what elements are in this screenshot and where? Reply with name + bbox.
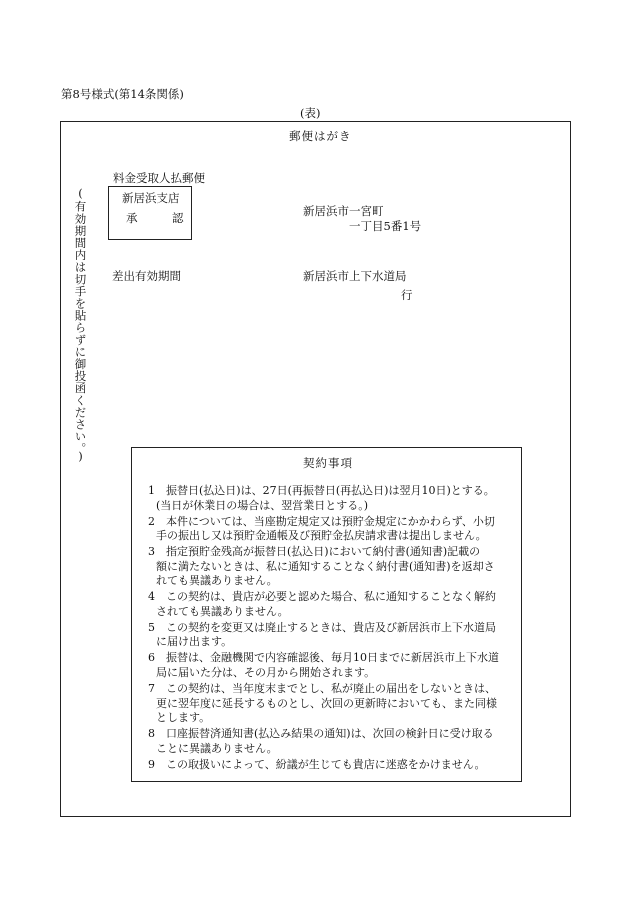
contract-item-line <box>148 515 520 530</box>
contract-item-number: 4 <box>148 590 155 604</box>
validity-period-label: 差出有効期間 <box>112 269 181 283</box>
approval-char-2: 認 <box>172 211 184 225</box>
front-side-label: (表) <box>300 106 321 120</box>
contract-item <box>148 590 520 619</box>
contract-item-line: れても異議ありません。 <box>156 574 278 588</box>
contract-item-text: 本件については、当座勘定規定又は預貯金規定にかかわらず、小切 <box>166 514 495 528</box>
business-reply-label: 料金受取人払郵便 <box>113 171 205 185</box>
contract-item-line <box>148 758 520 773</box>
contract-item-text: この契約は、貴店が必要と認めた場合、私に通知することなく解約 <box>166 590 496 604</box>
contract-item-line <box>148 651 520 666</box>
contract-item <box>148 515 520 544</box>
contract-item-text: 指定預貯金残高が振替日(払込日)において納付書(通知書)記載の <box>166 545 481 559</box>
contract-item-text: この取扱いによって、紛議が生じても貴店に迷惑をかけません。 <box>166 757 486 771</box>
contract-item-line: (当日が休業日の場合は、翌営業日とする。) <box>156 498 369 512</box>
address-line-1: 新居浜市一宮町 <box>303 204 384 218</box>
contract-item-number: 8 <box>148 727 155 741</box>
stamp-notice-vertical: (有効期間内は切手を貼らずに御投函ください。) <box>73 186 88 464</box>
contract-item-line: 手の振出し又は預貯金通帳及び預貯金払戻請求書は提出しません。 <box>156 529 487 543</box>
form-number-label: 第8号様式(第14条関係) <box>61 87 184 101</box>
contract-terms-list <box>148 484 520 774</box>
contract-item-line <box>148 621 520 636</box>
contract-item <box>148 727 520 756</box>
contract-item-number: 2 <box>148 514 155 528</box>
address-line-2: 一丁目5番1号 <box>349 219 422 233</box>
contract-item-line <box>148 682 520 697</box>
contract-item-text: この契約を変更又は廃止するときは、貴店及び新居浜市上下水道局 <box>166 620 496 634</box>
contract-terms-title: 契約事項 <box>303 456 353 470</box>
contract-item-text: 振替日(払込日)は、27日(再振替日(再払込日)は翌月10日)とする。 <box>166 484 495 497</box>
contract-item-line <box>148 484 520 499</box>
approval-branch-name: 新居浜支店 <box>122 191 180 205</box>
contract-item-line <box>148 590 520 605</box>
contract-item-line: 局に届いた分は、その月から開始されます。 <box>156 665 376 679</box>
contract-item-number: 5 <box>148 620 155 634</box>
contract-item-line <box>148 545 520 560</box>
contract-item-line: に届け出ます。 <box>156 635 233 649</box>
contract-item-line: ことに異議ありません。 <box>156 741 278 755</box>
recipient-name: 新居浜市上下水道局 <box>303 269 407 283</box>
contract-item <box>148 651 520 680</box>
contract-item-number: 9 <box>148 757 155 771</box>
contract-item-line: 額に満たないときは、私に通知することなく納付書(通知書)を返却さ <box>156 559 495 573</box>
contract-item-number: 3 <box>148 545 155 559</box>
contract-item-number: 6 <box>148 651 155 665</box>
postcard-title: 郵便はがき <box>289 129 352 143</box>
contract-item-text: この契約は、当年度末までとし、私が廃止の届出をしないときは、 <box>166 682 496 696</box>
contract-item <box>148 682 520 726</box>
contract-item <box>148 621 520 650</box>
contract-item-line: されても異議ありません。 <box>156 604 289 618</box>
contract-item-line: とします。 <box>156 711 211 725</box>
contract-item-line: 更に翌年度に延長するものとし、次回の更新時においても、また同様 <box>156 696 497 710</box>
contract-item-line <box>148 727 520 742</box>
contract-item-number: 7 <box>148 682 155 696</box>
contract-item-number: 1 <box>148 484 155 497</box>
contract-item-text: 振替は、金融機関で内容確認後、毎月10日までに新居浜市上下水道 <box>166 651 499 665</box>
contract-item <box>148 758 520 773</box>
contract-item <box>148 545 520 589</box>
contract-item-text: 口座振替済通知書(払込み結果の通知)は、次回の検針日に受け取る <box>166 727 494 741</box>
contract-item <box>148 484 520 513</box>
approval-char-1: 承 <box>126 211 138 225</box>
recipient-honorific: 行 <box>401 288 413 302</box>
